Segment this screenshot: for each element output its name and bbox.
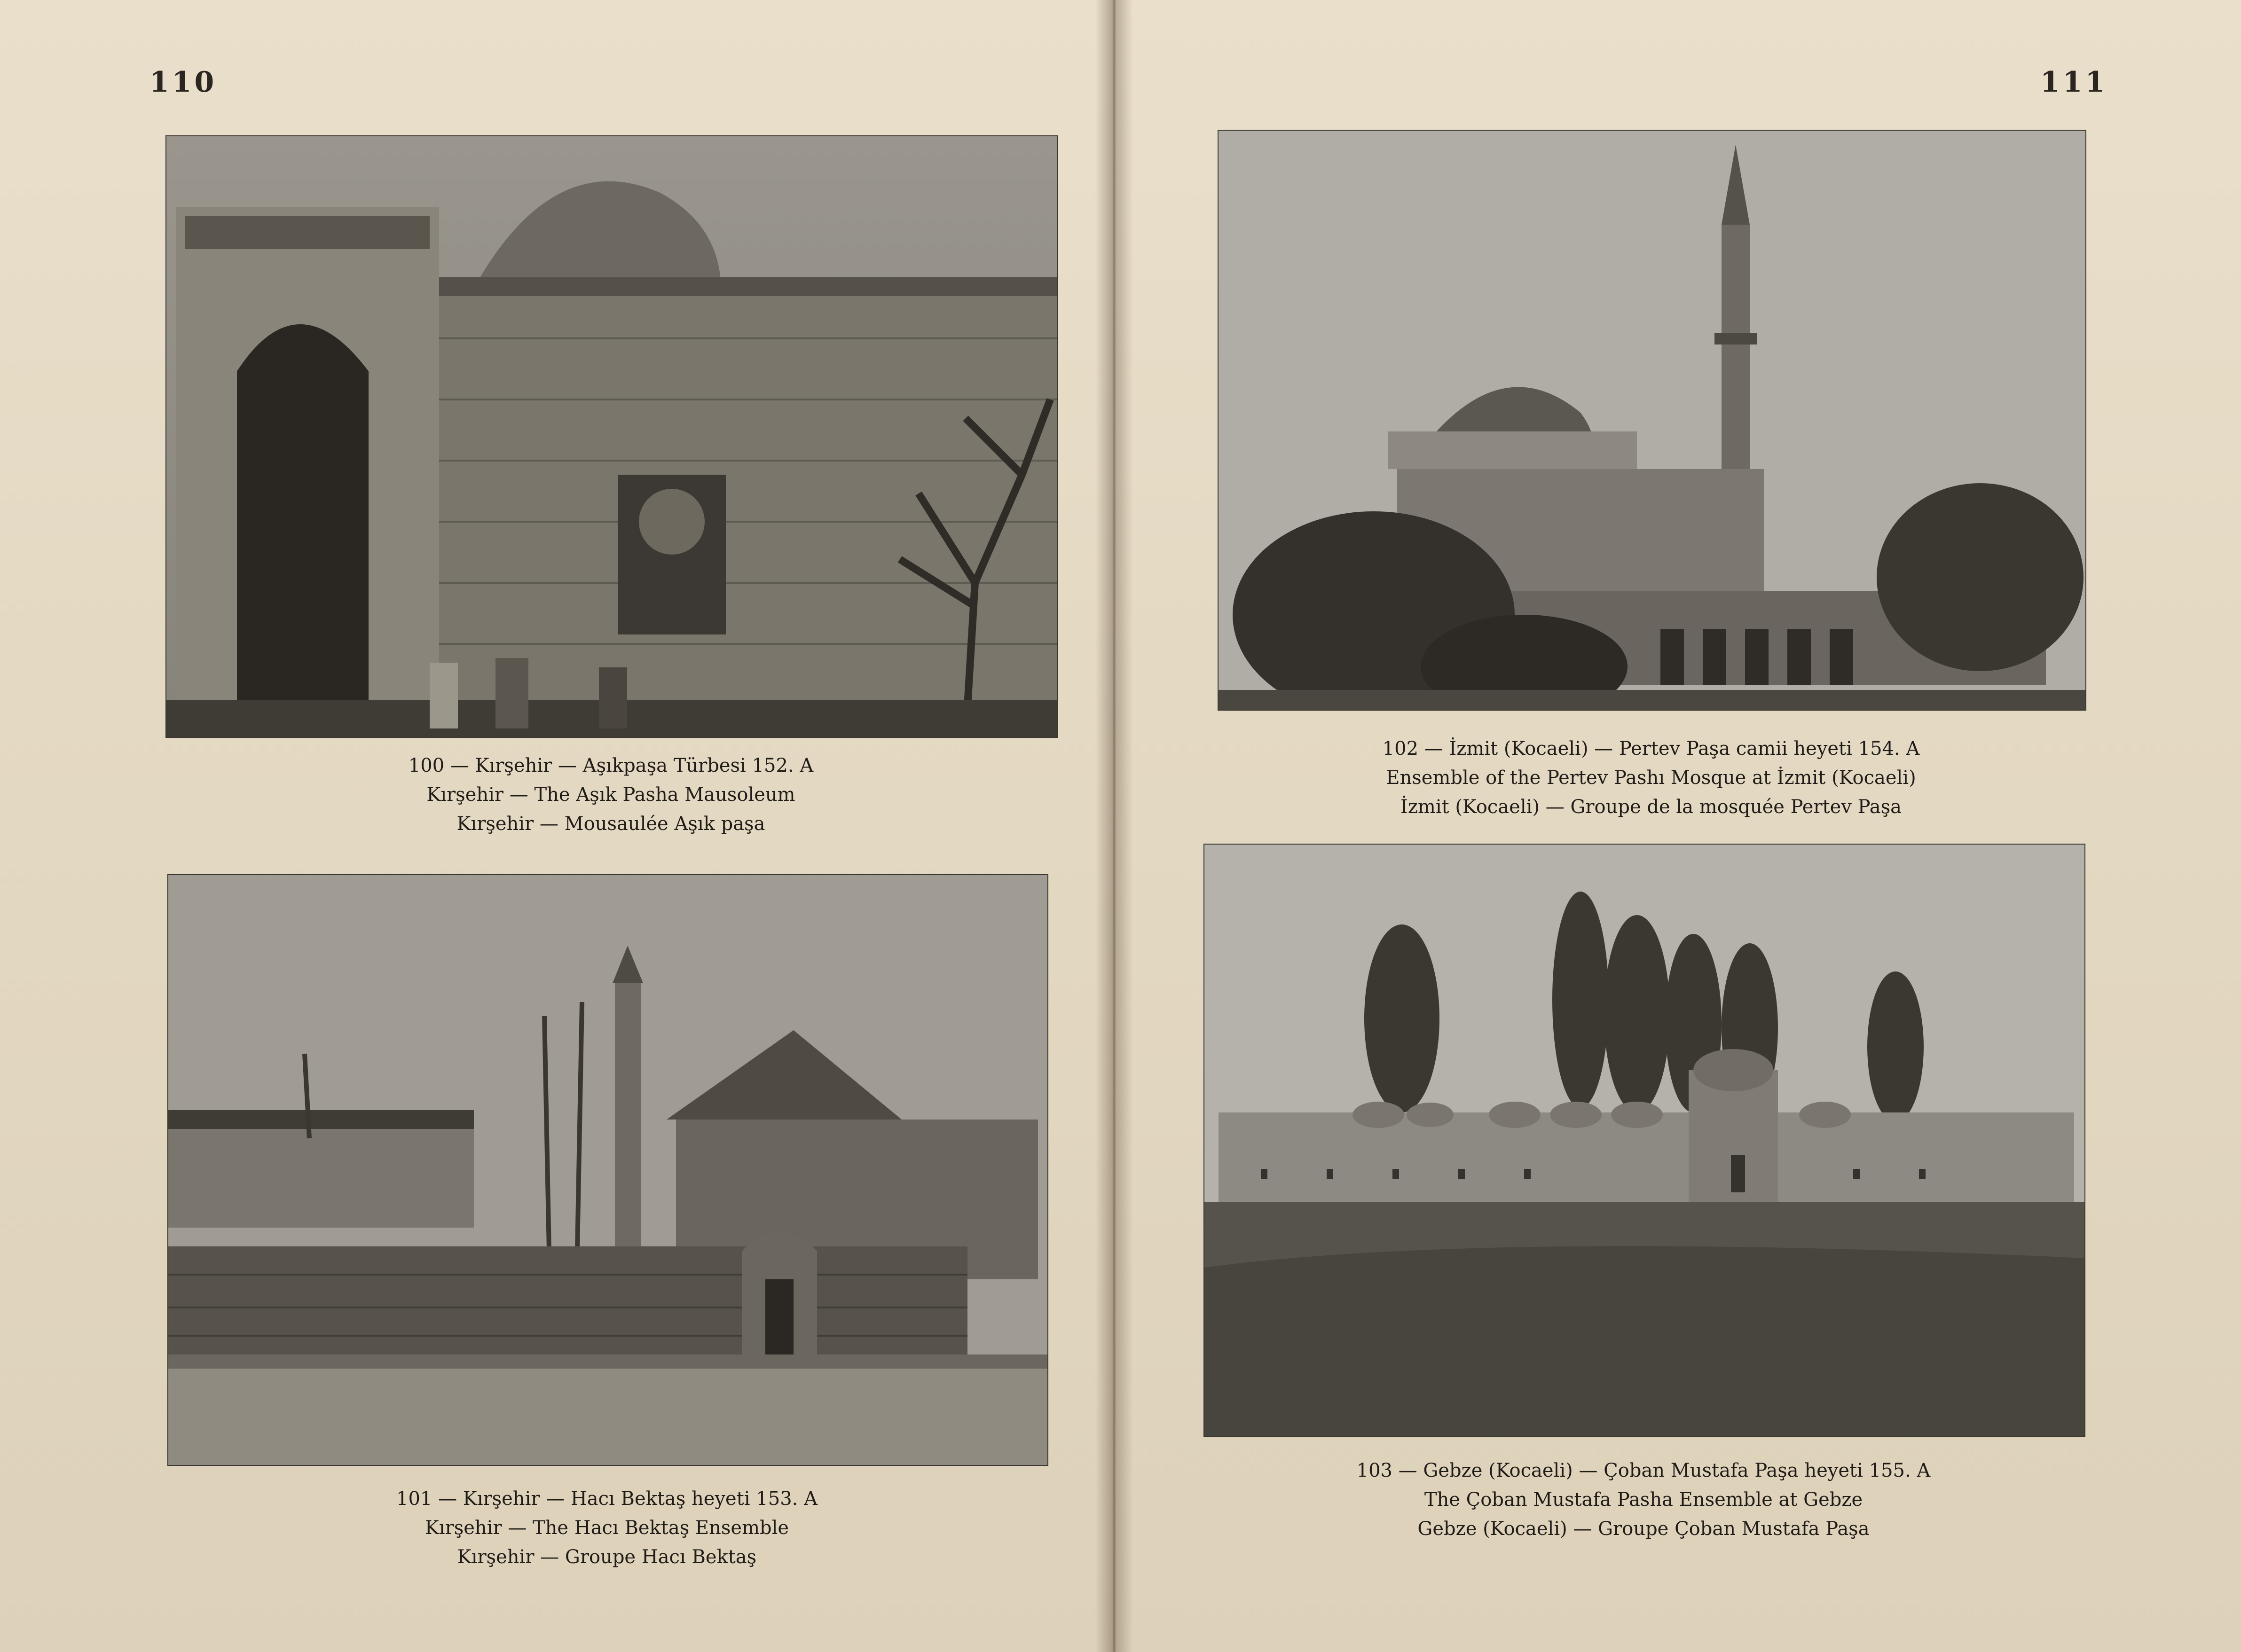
photo-haci-bektas-ensemble [167,874,1048,1466]
page-number-right: 111 [2040,66,2108,99]
caption-plate-103 [1203,1456,2084,1543]
caption-plate-101 [167,1484,1046,1572]
caption-line: Gebze (Kocaeli) — Groupe Çoban Mustafa Paşa [1417,1518,1870,1540]
caption-line: Kırşehir — The Aşık Pasha Mausoleum [426,784,795,806]
caption-line: 101 — Kırşehir — Hacı Bektaş heyeti 153. A [396,1488,818,1510]
book-gutter [1095,0,1133,1652]
caption-line: İzmit (Kocaeli) — Groupe de la mosquée Pertev Paşa [1400,796,1902,818]
caption-plate-100 [165,751,1056,838]
photo-coban-mustafa-pasha-ensemble [1203,844,2085,1437]
page-number-left: 110 [149,66,217,99]
photo-asik-pasha-mausoleum [165,135,1058,738]
caption-line: 103 — Gebze (Kocaeli) — Çoban Mustafa Paşa heyeti 155. A [1356,1460,1931,1481]
caption-line: 100 — Kırşehir — Aşıkpaşa Türbesi 152. A [408,755,814,776]
caption-plate-102 [1218,734,2084,822]
caption-line: Kırşehir — Groupe Hacı Bektaş [457,1546,757,1568]
caption-line: Ensemble of the Pertev Pashı Mosque at İzmit (Kocaeli) [1386,767,1916,789]
caption-line: The Çoban Mustafa Pasha Ensemble at Gebze [1424,1489,1863,1511]
caption-line: Kırşehir — The Hacı Bektaş Ensemble [425,1517,789,1539]
photo-pertev-pasha-mosque [1218,130,2086,711]
caption-line: Kırşehir — Mousaulée Aşık paşa [456,813,765,835]
caption-line: 102 — İzmit (Kocaeli) — Pertev Paşa camii heyeti 154. A [1382,738,1920,759]
